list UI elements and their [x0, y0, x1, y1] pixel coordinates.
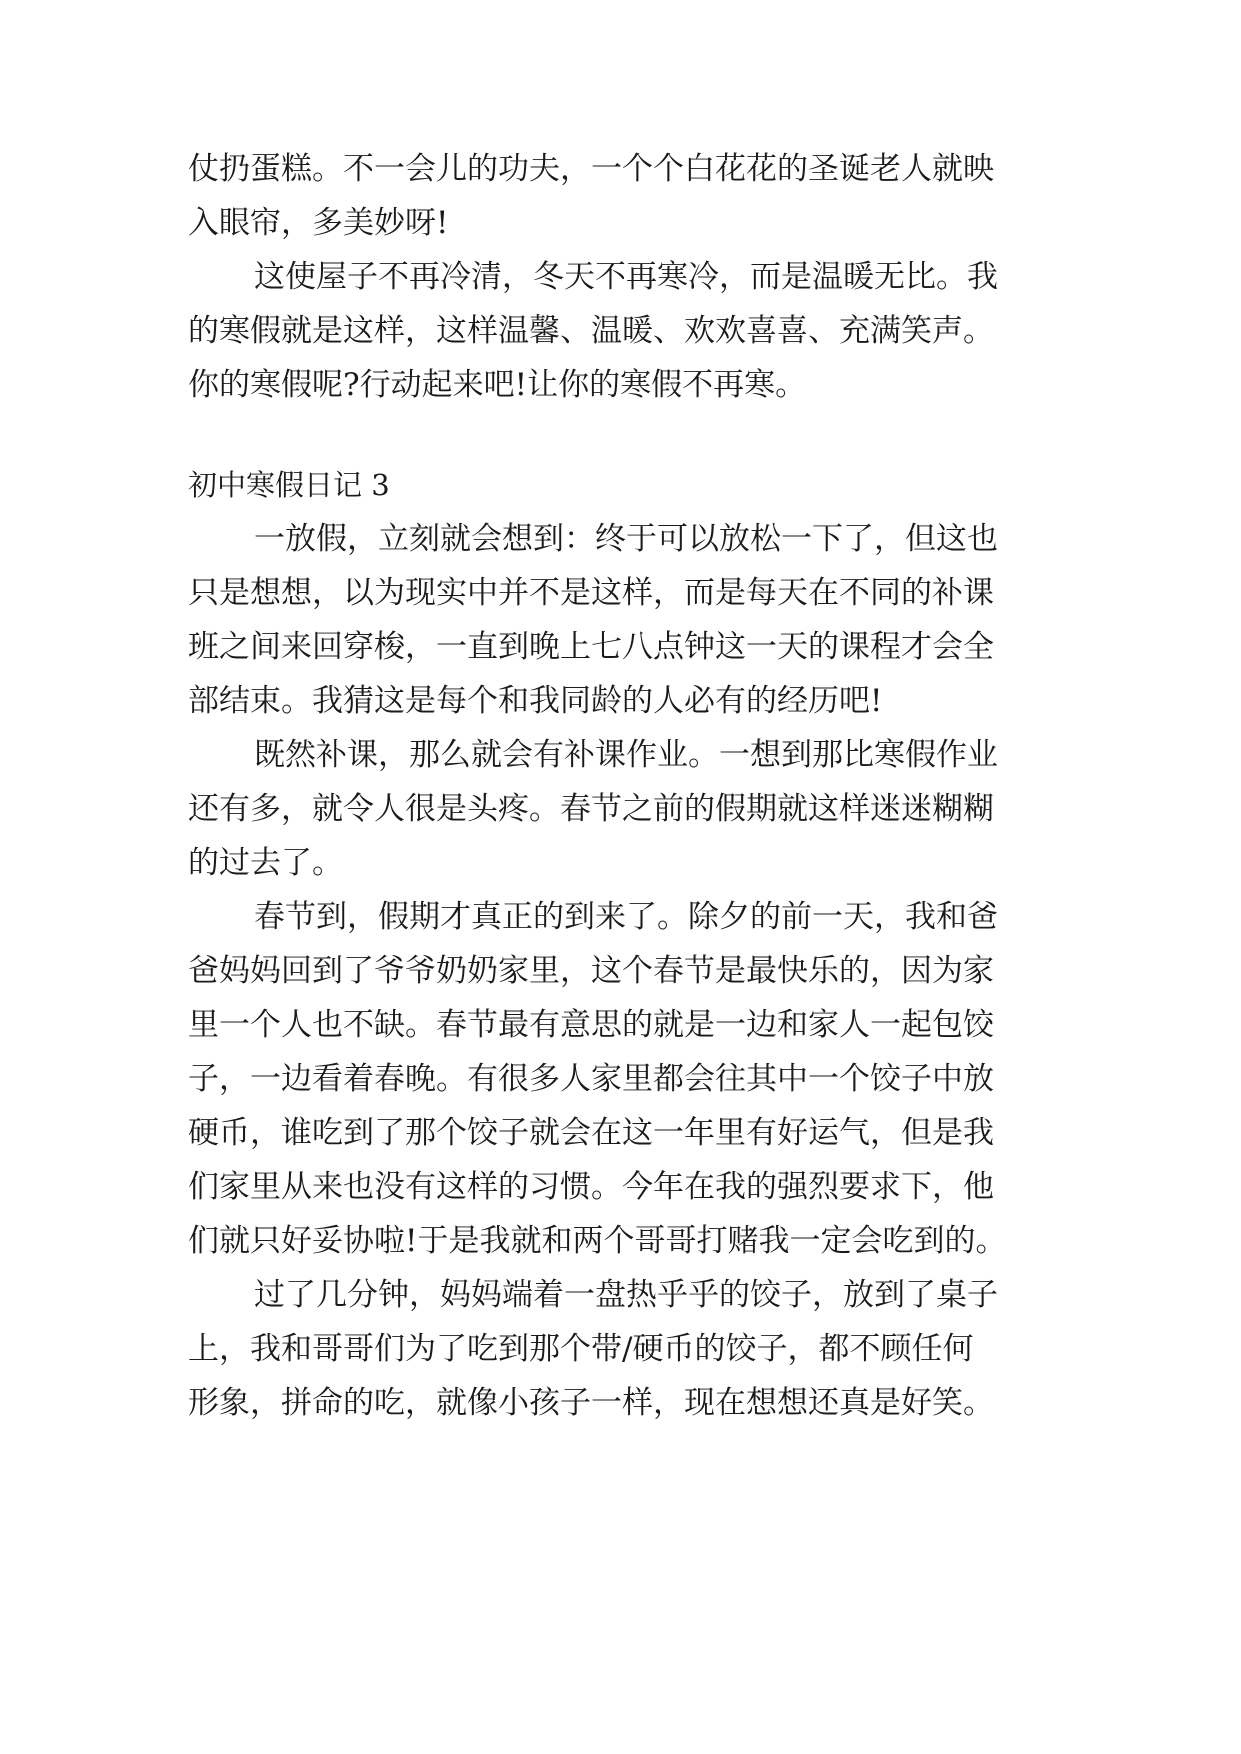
text-line: 过了几分钟，妈妈端着一盘热乎乎的饺子，放到了桌子 [254, 1277, 998, 1313]
text-line: 这使屋子不再冷清，冬天不再寒冷，而是温暖无比。我 [254, 259, 998, 295]
text-line: 形象，拼命的吃，就像小孩子一样，现在想想还真是好笑。 [188, 1385, 994, 1421]
text-line: 还有多，就令人很是头疼。春节之前的假期就这样迷迷糊糊 [188, 791, 994, 827]
text-line: 硬币，谁吃到了那个饺子就会在这一年里有好运气，但是我 [188, 1115, 994, 1151]
text-line: 爸妈妈回到了爷爷奶奶家里，这个春节是最快乐的，因为家 [188, 953, 994, 989]
text-line: 仗扔蛋糕。不一会儿的功夫，一个个白花花的圣诞老人就映 [188, 151, 994, 187]
text-line: 里一个人也不缺。春节最有意思的就是一边和家人一起包饺 [188, 1007, 994, 1043]
text-line: 们就只好妥协啦!于是我就和两个哥哥打赌我一定会吃到的。 [188, 1223, 1007, 1259]
text-line: 子，一边看着春晚。有很多人家里都会往其中一个饺子中放 [188, 1061, 994, 1097]
text-line: 部结束。我猜这是每个和我同龄的人必有的经历吧! [188, 683, 883, 719]
text-line: 一放假，立刻就会想到：终于可以放松一下了，但这也 [254, 521, 998, 557]
section-title: 初中寒假日记 3 [188, 468, 390, 502]
text-line: 上，我和哥哥们为了吃到那个带/硬币的饺子，都不顾任何 [188, 1331, 974, 1367]
text-line: 入眼帘，多美妙呀! [188, 205, 449, 241]
text-line: 的寒假就是这样，这样温馨、温暖、欢欢喜喜、充满笑声。 [188, 313, 994, 349]
text-line: 班之间来回穿梭，一直到晚上七八点钟这一天的课程才会全 [188, 629, 994, 665]
text-line: 春节到，假期才真正的到来了。除夕的前一天，我和爸 [254, 899, 998, 935]
text-line: 们家里从来也没有这样的习惯。今年在我的强烈要求下，他 [188, 1169, 994, 1205]
text-line: 既然补课，那么就会有补课作业。一想到那比寒假作业 [254, 737, 998, 773]
text-line: 只是想想，以为现实中并不是这样，而是每天在不同的补课 [188, 575, 994, 611]
text-line: 你的寒假呢?行动起来吧!让你的寒假不再寒。 [188, 367, 807, 403]
text-line: 的过去了。 [188, 845, 343, 881]
